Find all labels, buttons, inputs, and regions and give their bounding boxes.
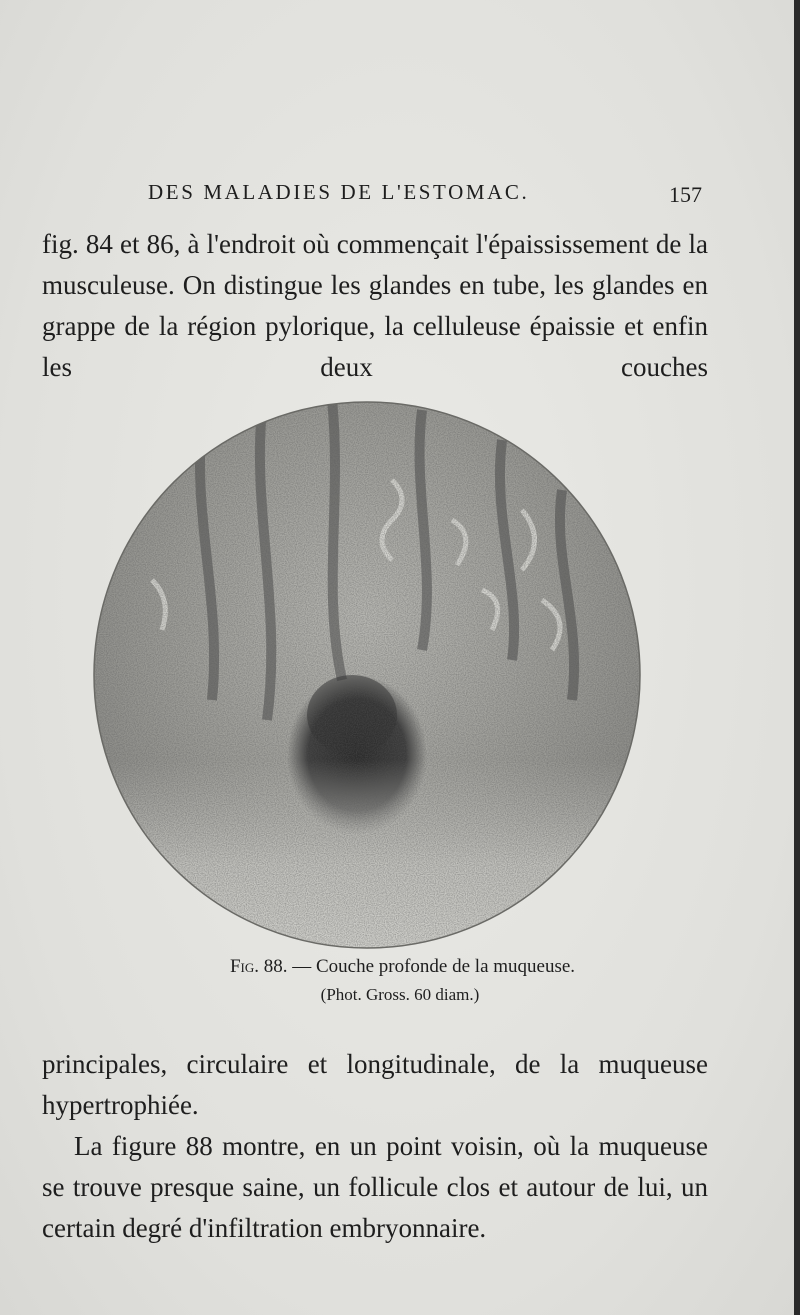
figure-caption (0, 956, 800, 978)
caption-text: Couche profonde de la muqueuse. (315, 956, 576, 977)
running-head (148, 180, 708, 216)
micrograph-figure (92, 400, 642, 950)
paragraph-1: fig. 84 et 86, à l'endroit où commençait l'épaississement de la musculeuse. On distingue les glandes en tube, les glandes en grappe de la région pylorique, la celluleuse épaissie et enfin les deux couches (42, 229, 708, 382)
paragraph-3: La figure 88 montre, en un point voisin, où la muqueuse se trouve presque saine, un follicule clos et autour de lui, un certain degré d'infiltration embryonnaire. (42, 1131, 708, 1243)
page-edge (794, 0, 800, 1315)
caption-dash: — (292, 956, 312, 977)
figure-label: Fig. 88. (229, 956, 288, 977)
paragraph-2: principales, circulaire et longitudinale, de la muqueuse hypertrophiée. (42, 1049, 708, 1120)
page-number: 157 (669, 182, 702, 207)
figure-credit: (Phot. Gross. 60 diam.) (320, 985, 480, 1004)
running-title: DES MALADIES DE L'ESTOMAC. (148, 180, 530, 204)
